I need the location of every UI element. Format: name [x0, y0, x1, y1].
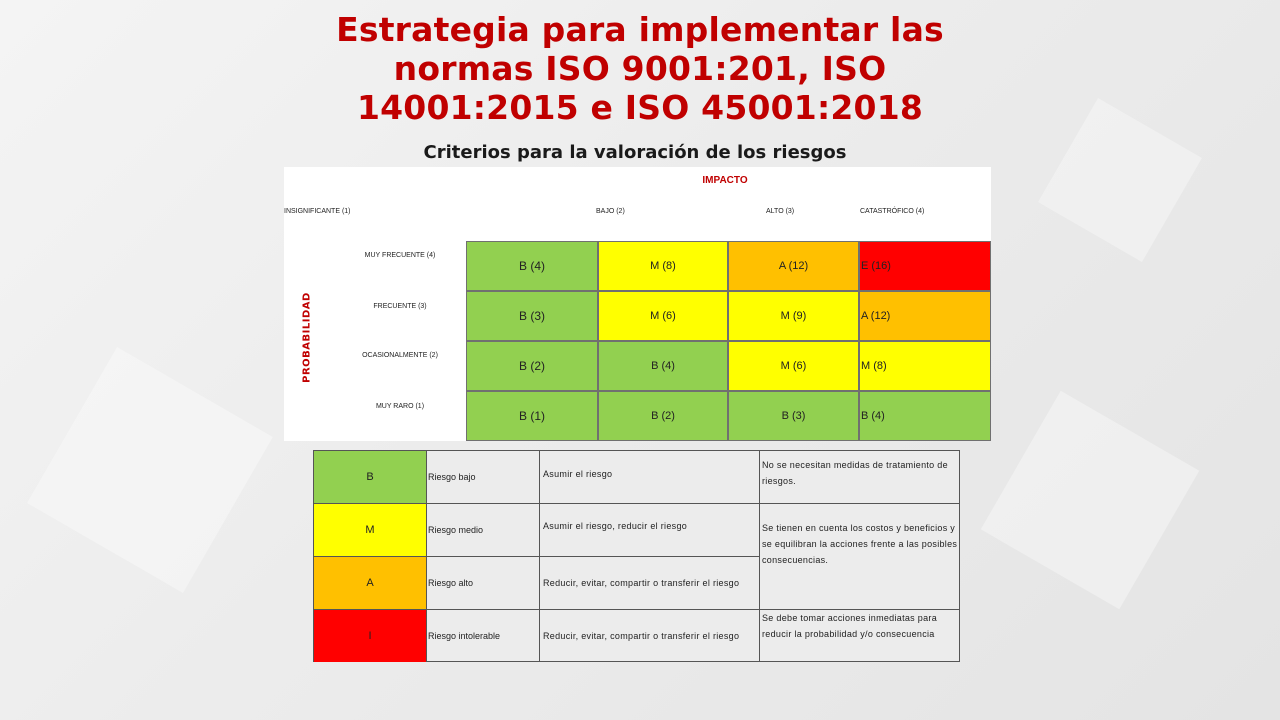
legend-action: Reducir, evitar, compartir o transferir el riesgo: [540, 610, 760, 662]
background-shape: [1038, 98, 1202, 262]
probability-label: PROBABILIDAD: [301, 292, 313, 383]
legend-name: Riesgo bajo: [427, 451, 540, 504]
row-header: OCASIONALMENTE (2): [362, 352, 438, 359]
legend-action: Asumir el riesgo, reducir el riesgo: [540, 504, 760, 557]
matrix-cell: M (6): [598, 291, 728, 341]
column-header-alto: ALTO (3): [766, 208, 795, 215]
column-header-bajo: BAJO (2): [596, 208, 625, 215]
legend-action: Reducir, evitar, compartir o transferir el riesgo: [540, 557, 760, 610]
matrix-cell: M (6): [728, 341, 859, 391]
matrix-cell: B (1): [466, 391, 598, 441]
legend-description: No se necesitan medidas de tratamiento de riesgos.: [760, 451, 960, 504]
matrix-cell: B (3): [728, 391, 859, 441]
matrix-cell: B (4): [598, 341, 728, 391]
legend-code: I: [314, 610, 427, 662]
background-shape: [981, 391, 1200, 610]
matrix-cell: B (3): [466, 291, 598, 341]
legend-description: Se debe tomar acciones inmediatas para reducir la probabilidad y/o consecuencia: [762, 613, 937, 639]
row-header: MUY RARO (1): [375, 403, 425, 410]
matrix-cell: B (2): [598, 391, 728, 441]
page-subtitle: Criterios para la valoración de los riesgos: [423, 142, 847, 163]
legend-description: Se tienen en cuenta los costos y beneficios y se equilibran la acciones frente a las posibles consecuencias.: [760, 504, 960, 610]
matrix-cell: A (12): [859, 291, 991, 341]
matrix-cell: B (4): [859, 391, 991, 441]
legend-name: Riesgo alto: [427, 557, 540, 610]
matrix-cell: M (8): [859, 341, 991, 391]
column-header-insignificante: INSIGNIFICANTE (1): [284, 208, 351, 215]
matrix-cell: M (8): [598, 241, 728, 291]
legend-code: M: [314, 504, 427, 557]
matrix-cell: M (9): [728, 291, 859, 341]
column-header-catastrofico: CATASTRÓFICO (4): [860, 208, 925, 215]
background-shape: [27, 347, 273, 593]
row-header: FRECUENTE (3): [373, 303, 427, 310]
matrix-cell: B (2): [466, 341, 598, 391]
row-header: MUY FRECUENTE (4): [364, 252, 436, 259]
page-title: Estrategia para implementar las normas ISO 9001:201, ISO 14001:2015 e ISO 45001:2018: [336, 10, 944, 127]
legend-name: Riesgo medio: [427, 504, 540, 557]
matrix-cell: B (4): [466, 241, 598, 291]
legend-code: B: [314, 451, 427, 504]
matrix-cell: E (16): [859, 241, 991, 291]
legend-action: Asumir el riesgo: [540, 451, 760, 504]
matrix-cell: A (12): [728, 241, 859, 291]
legend-code: A: [314, 557, 427, 610]
impact-label: IMPACTO: [702, 175, 748, 186]
legend-name: Riesgo intolerable: [427, 610, 540, 662]
